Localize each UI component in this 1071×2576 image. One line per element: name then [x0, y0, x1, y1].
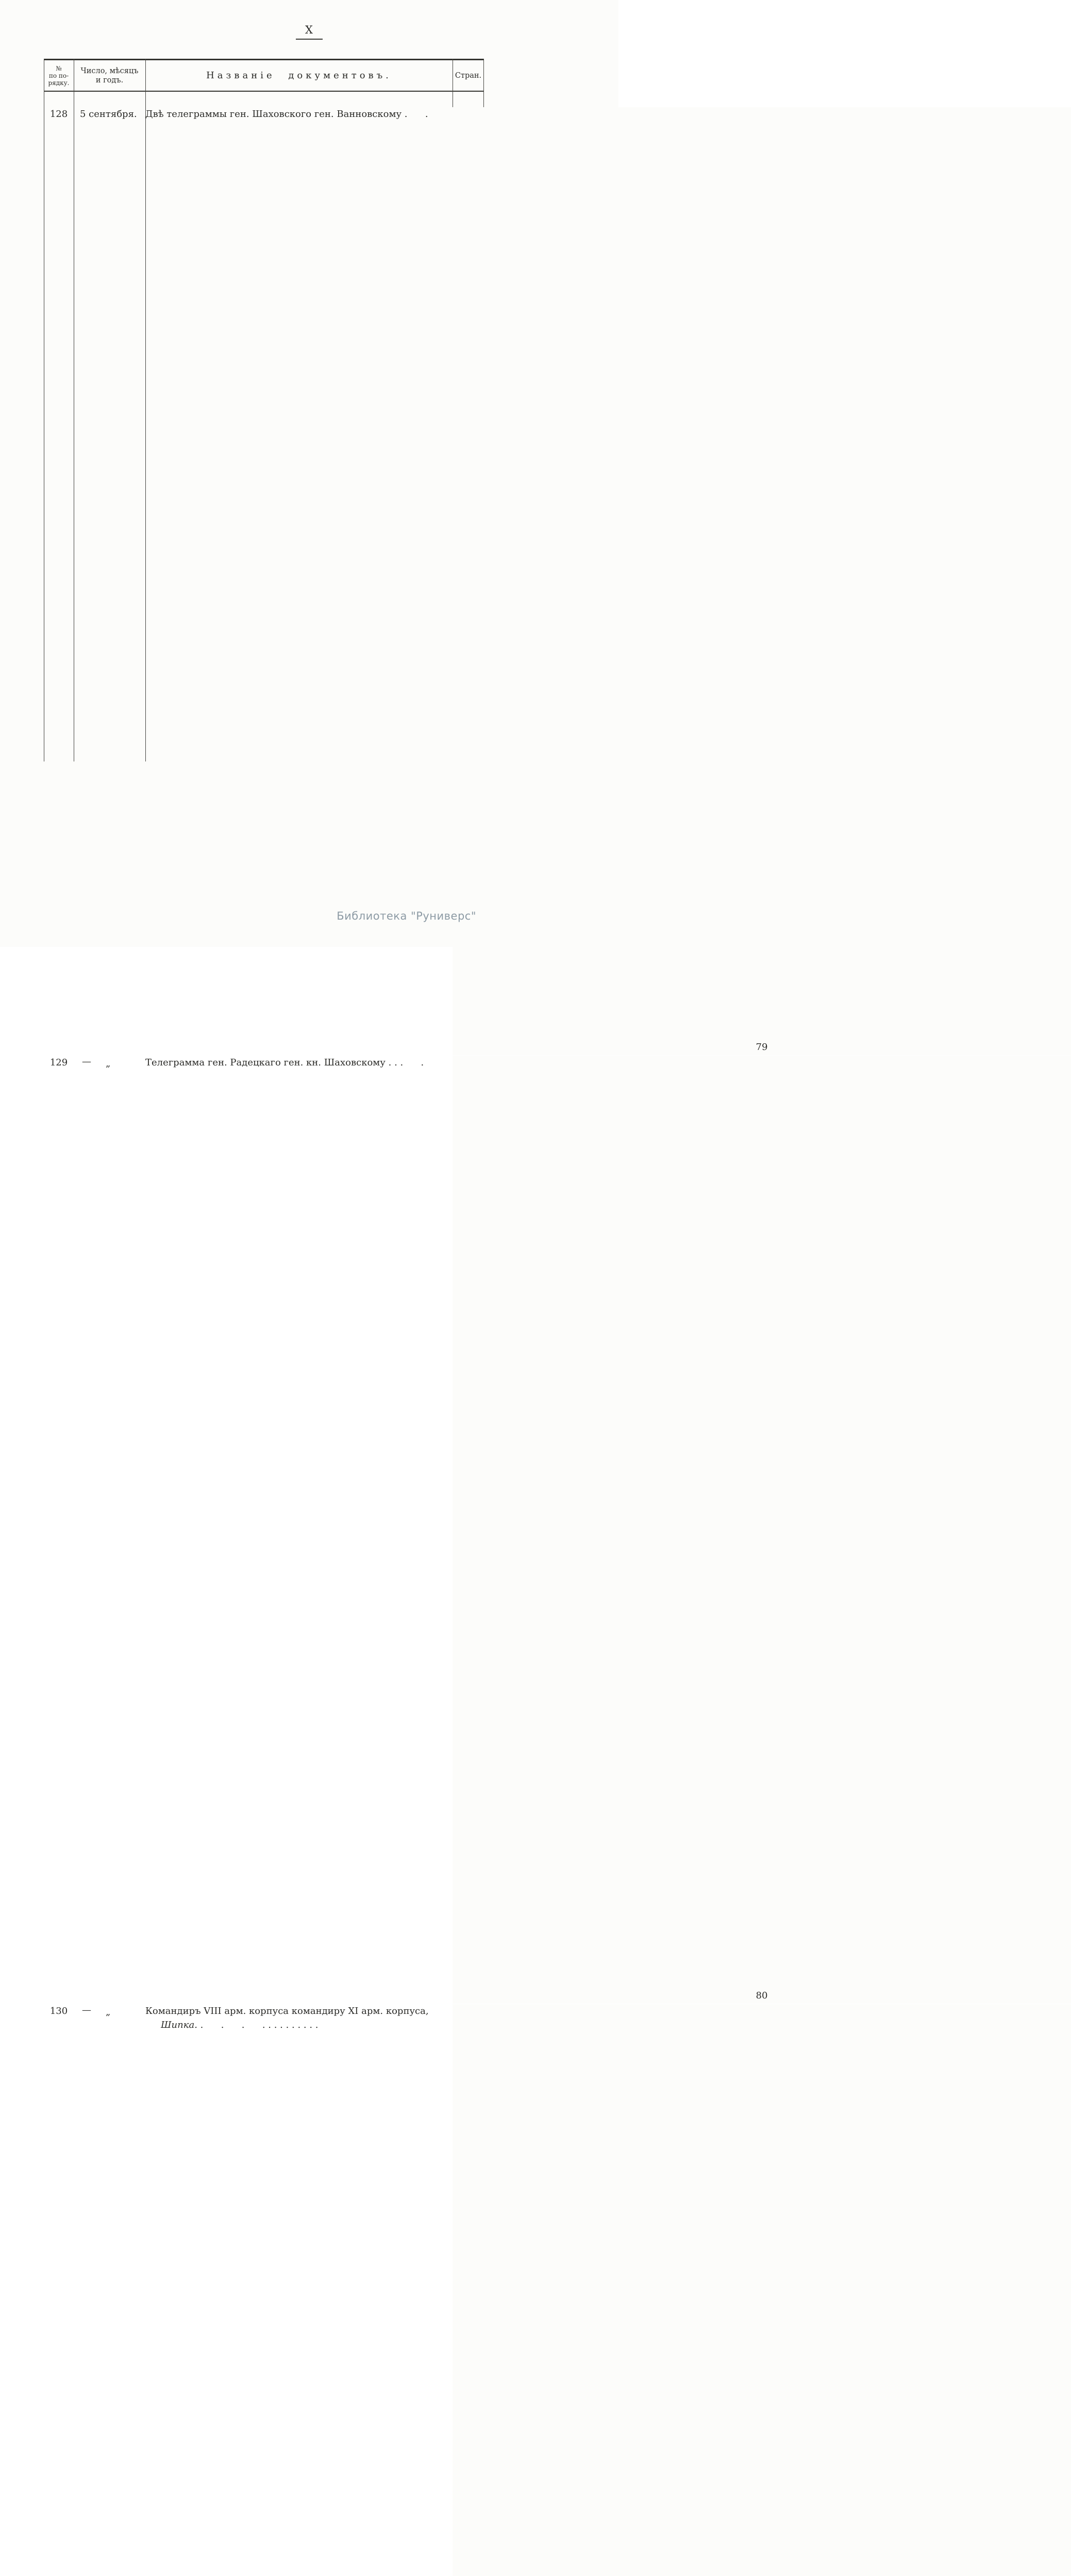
ditto-dash: — [82, 1056, 91, 1067]
header-date-line: Число, мѣсяцъ [80, 66, 139, 75]
ditto-mark: „ [106, 2007, 111, 2018]
title-line: Шипка. . . . . . . . . . . . . . [161, 2020, 319, 2030]
header-number-line: № [56, 64, 62, 72]
row-number: 130 [49, 2006, 68, 2016]
library-watermark: Библиотека "Руниверс" [337, 910, 476, 922]
header-number-line: рядку. [48, 79, 70, 87]
header-date-column [74, 66, 145, 85]
folio-text: X [296, 24, 323, 40]
row-page: 80 [453, 1056, 1071, 2004]
row-date [74, 2004, 145, 2576]
row-number: 129 [49, 1057, 68, 1068]
header-title-column: Названіе документовъ. [206, 70, 392, 81]
title-line: Двѣ телеграммы ген. Шаховского ген. Ванновскому . . [145, 109, 428, 120]
row-title [145, 2004, 453, 2576]
row-page [453, 2004, 1071, 2576]
row-title [145, 1056, 453, 2004]
ditto-mark: „ [106, 1058, 111, 1069]
table-body [44, 92, 768, 2576]
header-number-column [44, 65, 74, 87]
page-number-folio [0, 24, 618, 40]
title-line: Телеграмма ген. Радецкаго ген. кн. Шаховскому . . . . [145, 1057, 424, 1068]
row-date [74, 1056, 145, 2004]
row-page: 79 [453, 107, 1071, 1055]
header-page-column: Стран. [455, 71, 482, 80]
header-number-line: по по- [48, 72, 69, 79]
table-row [44, 1056, 768, 2004]
ditto-dash: — [82, 2005, 91, 2015]
title-line: Командиръ VIII арм. корпуса командиру XI арм. корпуса, [145, 2006, 429, 2016]
row-date: 5 сентября. [80, 109, 137, 120]
table-row [44, 2004, 484, 2576]
table-header-row [44, 60, 484, 91]
row-number: 128 [49, 109, 68, 120]
header-date-line: и годъ. [95, 76, 124, 84]
